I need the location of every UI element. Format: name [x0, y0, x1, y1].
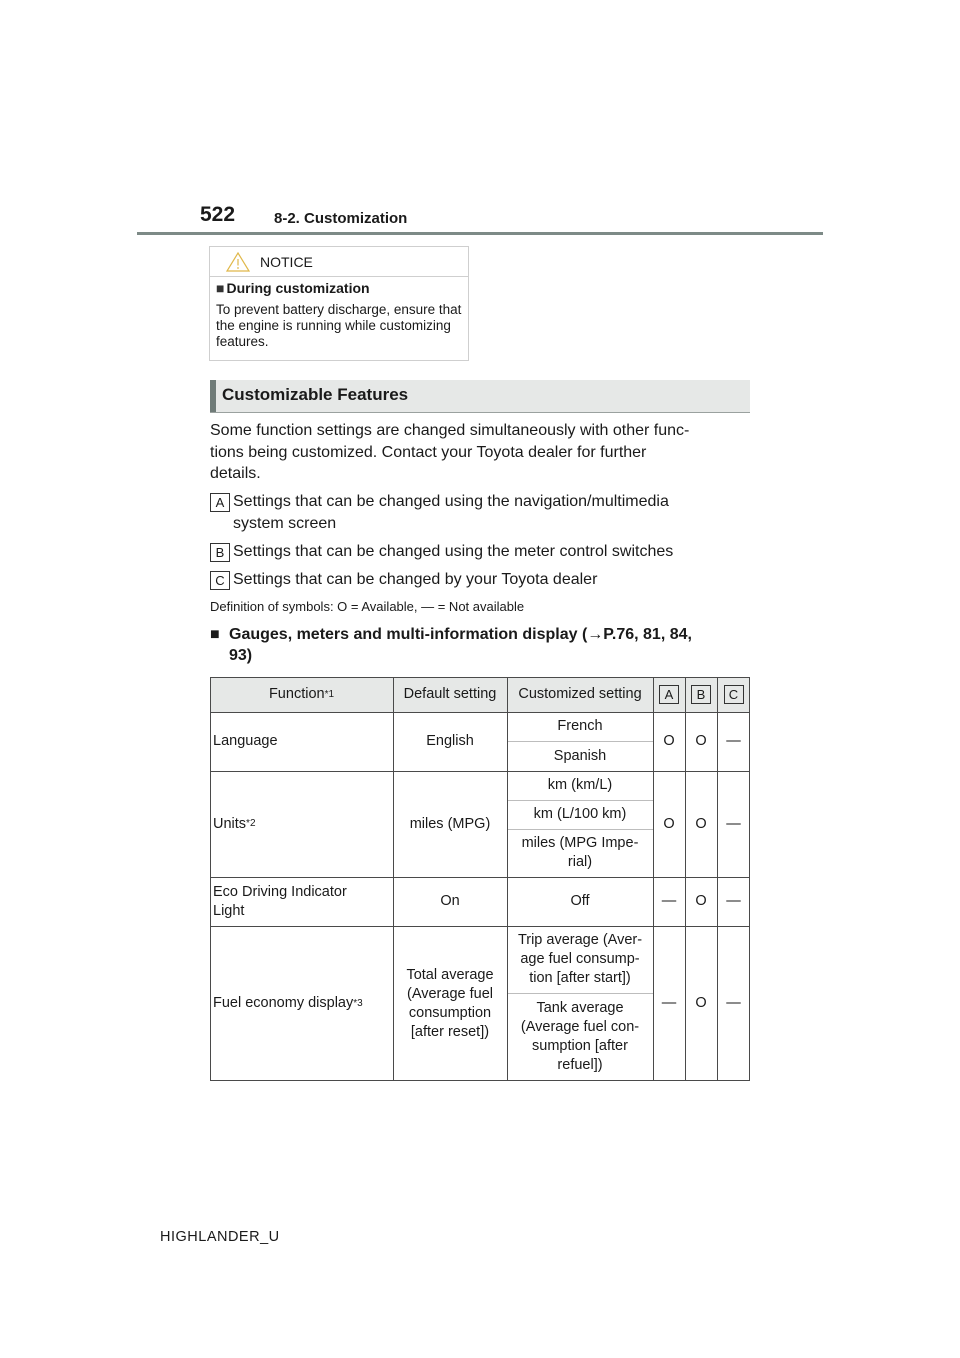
cell-line: (Average fuel [407, 985, 493, 1002]
subsection-heading-text [229, 624, 754, 666]
row-units-c: — [726, 815, 741, 832]
row-fuel-function: Fuel economy display *3 [213, 995, 363, 1011]
row-fuel-default [393, 926, 507, 1081]
row-units-a: O [663, 815, 675, 832]
row-units-custom-2: km (L/100 km) [533, 806, 627, 822]
cell-text [213, 883, 347, 921]
section-banner [210, 380, 750, 413]
header-default: Default setting [393, 677, 507, 712]
cell-line: Light [213, 902, 245, 919]
table-subrule [507, 741, 653, 742]
symbol-definition: Definition of symbols: O = Available, — = Not available [210, 599, 525, 614]
table-subrule [507, 829, 653, 830]
row-language-b: O [695, 733, 707, 749]
cell-text [522, 834, 639, 872]
row-eco-c: — [726, 893, 741, 909]
row-units-custom-1: km (km/L) [547, 777, 613, 793]
row-fuel-label: Fuel economy display [213, 995, 354, 1011]
row-language-default: English [426, 733, 474, 749]
header-key-b: B [691, 685, 711, 704]
header-function: Function *1 [210, 677, 393, 712]
section-banner-title: Customizable Features [222, 385, 409, 404]
row-language-c: — [726, 733, 741, 749]
row-fuel-a: — [661, 995, 677, 1011]
heading-line: Gauges, meters and multi-information display (→P.76, 81, 84, [229, 626, 692, 643]
table-border-top [210, 677, 750, 678]
notice-subheading [216, 280, 370, 296]
cell-line: age fuel consump- [520, 951, 640, 967]
row-eco-default: On [440, 893, 460, 909]
intro-paragraph [210, 420, 755, 485]
section-title: 8-2. Customization [274, 210, 408, 227]
row-language-custom-2: Spanish [553, 747, 607, 764]
table-col-rule [685, 677, 686, 1081]
row-units-b: O [695, 815, 707, 832]
table-rule [210, 712, 750, 713]
row-fuel-custom-1 [507, 926, 653, 993]
heading-line: 93) [229, 647, 253, 664]
row-eco-custom-1: Off [570, 893, 590, 909]
row-units-custom-3 [507, 829, 653, 877]
cell-line: (Average fuel con- [520, 1019, 640, 1035]
legend-line: Settings that can be changed using the navigation/multimedia [233, 493, 669, 510]
row-fuel-b: O [695, 995, 707, 1011]
table-border-left [210, 677, 211, 1081]
row-units-function: Units *2 [213, 815, 256, 832]
row-language-function: Language [213, 733, 278, 749]
row-language-a: O [663, 733, 675, 749]
customization-table [210, 677, 750, 1081]
row-units-default: miles (MPG) [409, 815, 491, 832]
row-units-label: Units [213, 815, 247, 832]
cell-line: Total average [406, 966, 494, 983]
legend-key-c: C [210, 571, 230, 590]
table-border-right [749, 677, 750, 1081]
cell-line: [after reset]) [410, 1023, 490, 1040]
square-bullet-icon: ■ [210, 626, 220, 643]
cell-line: sumption [after [532, 1038, 628, 1054]
header-col-b [685, 677, 717, 712]
row-eco-a: — [661, 893, 677, 909]
cell-line: miles (MPG Impe- [521, 835, 639, 851]
row-eco-b: O [695, 893, 707, 909]
table-col-rule [653, 677, 654, 1081]
header-col-a [653, 677, 685, 712]
cell-line: Trip average (Aver- [517, 932, 643, 948]
table-subrule [507, 800, 653, 801]
notice-title: NOTICE [260, 254, 313, 270]
square-bullet-icon: ■ [216, 280, 225, 296]
table-rule [210, 771, 750, 772]
table-col-rule [717, 677, 718, 1081]
notice-box [209, 246, 469, 361]
table-col-rule [507, 677, 508, 1081]
cell-line: consumption [408, 1004, 492, 1021]
row-fuel-c: — [726, 995, 741, 1011]
table-rule [210, 877, 750, 878]
legend-text [233, 541, 743, 563]
header-rule [137, 232, 823, 235]
cell-text [518, 931, 642, 988]
header-function-label: Function [268, 686, 325, 702]
intro-line: Some function settings are changed simultaneously with other func- [210, 422, 690, 439]
legend-text [233, 491, 743, 535]
header-customized: Customized setting [507, 677, 653, 712]
legend-line: Settings that can be changed using the meter control switches [233, 543, 674, 560]
footer-model-code: HIGHLANDER_U [160, 1229, 280, 1245]
table-border-bottom [210, 1080, 750, 1081]
cell-line: Eco Driving Indicator [213, 883, 347, 900]
row-language-custom-1: French [557, 718, 603, 734]
table-col-rule [393, 677, 394, 1081]
notice-header [210, 247, 468, 277]
cell-line: Tank average [536, 1000, 624, 1016]
legend-key-a: A [210, 493, 230, 512]
legend-key-b: B [210, 543, 230, 562]
intro-line: details. [210, 465, 261, 482]
notice-body: To prevent battery discharge, ensure that the engine is running while customizing features. [216, 302, 462, 349]
header-key-c: C [724, 685, 744, 704]
row-eco-function [210, 877, 393, 926]
legend-line: system screen [233, 515, 337, 532]
cell-text [521, 999, 639, 1075]
table-subrule [507, 993, 653, 994]
warning-triangle-icon [226, 252, 250, 272]
header-key-a: A [659, 685, 679, 704]
intro-line: tions being customized. Contact your Toyota dealer for further [210, 443, 647, 461]
legend-line: Settings that can be changed by your Toyota dealer [233, 571, 598, 588]
header-col-c [717, 677, 750, 712]
page-number: 522 [200, 203, 236, 226]
cell-line: rial) [567, 854, 593, 870]
legend-text [233, 569, 743, 591]
row-fuel-custom-2 [507, 993, 653, 1081]
cell-line: tion [after start]) [529, 970, 631, 986]
cell-text [406, 966, 493, 1042]
table-rule [210, 926, 750, 927]
banner-accent-bar [210, 380, 216, 412]
cell-line: refuel]) [557, 1057, 603, 1073]
notice-subheading-text: During customization [226, 280, 370, 296]
